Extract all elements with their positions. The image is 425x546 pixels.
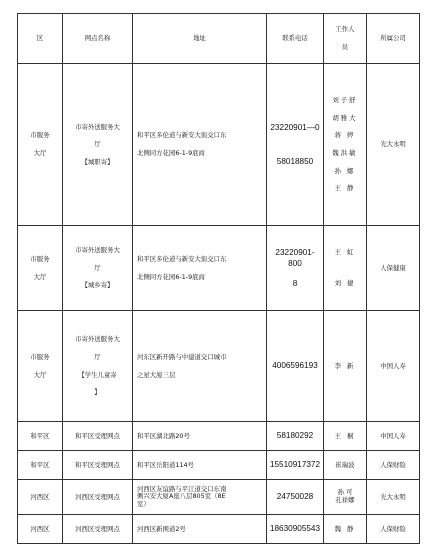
staff-cell <box>324 226 367 311</box>
district-cell: 和平区 <box>18 451 63 480</box>
phone-cell: 15510917372 <box>267 451 324 480</box>
staff-name: 王 虹 <box>334 248 356 257</box>
phone-line: 58018850 <box>276 156 314 166</box>
table-row <box>18 311 420 422</box>
table-row <box>18 422 420 451</box>
table-row <box>18 64 420 226</box>
service-outlet-table <box>17 13 420 544</box>
outlet-line: 厅 <box>94 140 101 149</box>
staff-name: 李 新 <box>334 361 356 370</box>
outlet-cell: 和平区受理网点 <box>63 451 133 480</box>
staff-cell: 王 桐 <box>324 422 367 451</box>
address-cell <box>133 64 267 226</box>
company-cell: 光大永明 <box>367 480 420 515</box>
header-phone: 联系电话 <box>267 14 324 64</box>
phone-line: 8 <box>292 279 298 289</box>
header-staff-line: 员 <box>341 43 349 51</box>
staff-name: 蒋 婷 <box>334 131 356 140</box>
address-cell: 河西区新围道2号 <box>133 515 267 544</box>
staff-name: 王 静 <box>334 184 356 193</box>
phone-line: 23220901-800 <box>275 247 315 268</box>
outlet-cell <box>63 64 133 226</box>
address-line: 室） <box>137 499 150 508</box>
header-district: 区 <box>18 14 63 64</box>
company-cell: 光大永明 <box>367 64 420 226</box>
header-address: 地址 <box>133 14 267 64</box>
address-line: 和平区多伦道与新安大街交口东 <box>137 131 227 140</box>
outlet-line: 市寄外送服务大 <box>75 122 120 131</box>
district-cell: 河西区 <box>18 480 63 515</box>
header-staff <box>324 14 367 64</box>
address-line: 之星大厦三层 <box>137 370 176 379</box>
address-cell <box>133 226 267 311</box>
outlet-line: 】 <box>94 388 101 397</box>
address-line: 侧兴安大厦A座八层805室（8E <box>137 492 226 501</box>
district-cell <box>18 311 63 422</box>
district-line: 市服务 <box>30 352 50 361</box>
outlet-cell: 河西区受理网点 <box>63 480 133 515</box>
phone-cell: 18630905543 <box>267 515 324 544</box>
outlet-cell <box>63 226 133 311</box>
staff-cell: 崔瑞波 <box>324 451 367 480</box>
phone-cell: 24750028 <box>267 480 324 515</box>
phone-cell <box>267 64 324 226</box>
table-row <box>18 226 420 311</box>
outlet-line: 厅 <box>94 352 101 361</box>
document-page <box>17 13 419 543</box>
staff-name: 魏洪敏 <box>332 149 358 157</box>
district-line: 市服务 <box>30 131 50 140</box>
phone-cell <box>267 226 324 311</box>
outlet-line: 【城职寄】 <box>81 157 114 166</box>
header-row <box>18 14 420 64</box>
district-line: 市服务 <box>30 254 50 263</box>
staff-name: 孙 可 <box>337 488 353 497</box>
address-line: 北侧同方花园6-1-9底商 <box>137 272 205 281</box>
company-cell: 人保财险 <box>367 451 420 480</box>
staff-cell <box>324 311 367 422</box>
header-outlet: 网点名称 <box>63 14 133 64</box>
phone-cell: 58180292 <box>267 422 324 451</box>
phone-line: 23220901—0 <box>270 123 320 133</box>
address-line: 北侧同方花园6-1-9底商 <box>137 149 205 157</box>
address-cell <box>133 480 267 515</box>
address-cell <box>133 311 267 422</box>
address-line: 河西区友谊路与平江道交口东南 <box>137 484 227 493</box>
outlet-cell <box>63 311 133 422</box>
company-cell: 中国人寿 <box>367 311 420 422</box>
header-staff-line: 工作人 <box>335 25 355 34</box>
district-cell <box>18 64 63 226</box>
district-cell: 河西区 <box>18 515 63 544</box>
company-cell: 中国人寿 <box>367 422 420 451</box>
district-cell: 和平区 <box>18 422 63 451</box>
company-cell: 人保健康 <box>367 226 420 311</box>
outlet-cell: 河西区受理网点 <box>63 515 133 544</box>
outlet-line: 【学生儿童寄 <box>78 370 117 379</box>
table-row <box>18 515 420 544</box>
staff-cell <box>324 64 367 226</box>
outlet-line: 市寄外送服务大 <box>75 335 120 344</box>
staff-cell <box>324 480 367 515</box>
outlet-cell: 和平区受理网点 <box>63 422 133 451</box>
district-cell <box>18 226 63 311</box>
staff-name: 刘 捷 <box>334 279 356 287</box>
address-cell: 和平区岳阳道114号 <box>133 451 267 480</box>
staff-cell: 魏 静 <box>324 515 367 544</box>
phone-line: 4006596193 <box>272 361 318 371</box>
address-cell: 和平区湖北路20号 <box>133 422 267 451</box>
district-line: 大厅 <box>33 370 47 379</box>
phone-cell <box>267 311 324 422</box>
staff-name: 孙 娜 <box>334 166 356 175</box>
address-line: 和平区多伦道与新安大街交口东 <box>137 254 227 263</box>
table-row <box>18 451 420 480</box>
district-line: 大厅 <box>33 272 47 281</box>
staff-name: 胡雅大 <box>332 113 358 122</box>
address-line: 河东区新开路与中建道交口城市 <box>137 352 227 361</box>
table-row <box>18 480 420 515</box>
header-company: 所属公司 <box>367 14 420 64</box>
outlet-line: 厅 <box>94 263 101 272</box>
staff-name: 刘子舒 <box>332 96 358 105</box>
company-cell: 人保财险 <box>367 515 420 544</box>
outlet-line: 【城乡寄】 <box>81 281 114 290</box>
staff-name: 孔祥娜 <box>335 496 355 504</box>
outlet-line: 市寄外送服务大 <box>75 246 120 255</box>
district-line: 大厅 <box>33 149 47 157</box>
